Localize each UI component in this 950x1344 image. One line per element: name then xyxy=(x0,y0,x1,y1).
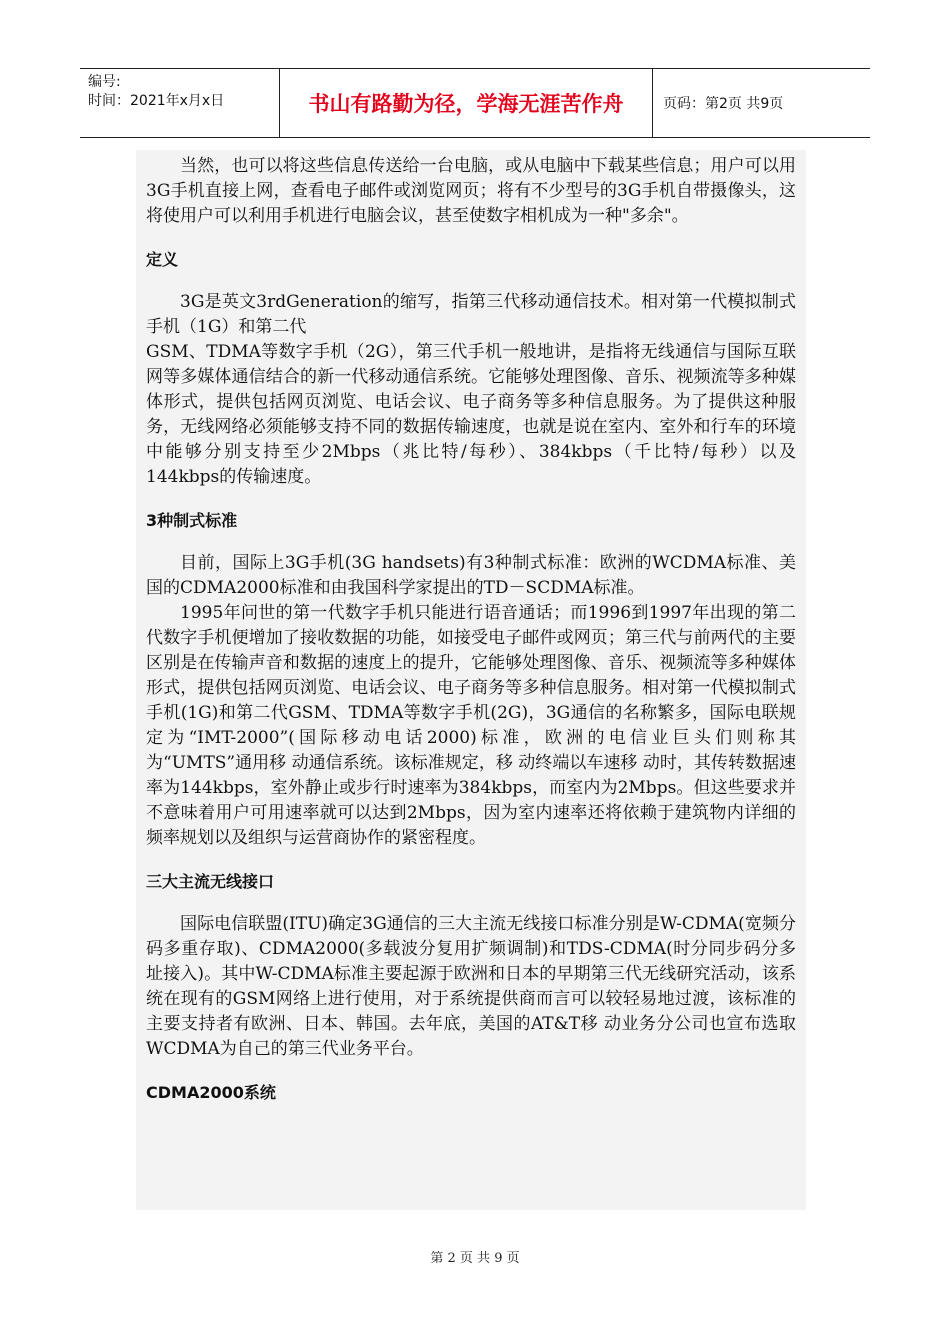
definition-heading: 定义 xyxy=(146,250,179,269)
page-footer: 第 2 页 共 9 页 xyxy=(430,1251,520,1266)
definition-line: 3G是英文3rdGeneration的缩写，指第三代移动通信技术。相对第一代模拟制式手机（1G）和第二代 xyxy=(146,292,796,337)
page-header xyxy=(80,68,870,138)
standards-heading: 3种制式标准 xyxy=(146,511,238,530)
document-body xyxy=(136,150,806,1210)
header-page-label: 页码：第2页 共9页 xyxy=(663,96,784,112)
header-motto: 书山有路勤为径，学海无涯苦作舟 xyxy=(280,69,653,137)
document-number-label: 编号: xyxy=(88,74,121,90)
definition-paragraph: GSM、TDMA等数字手机（2G），第三代手机一般地讲，是指将无线通信与国际互联网等多媒体通信结合的新一代移动通信系统。它能够处理图像、音乐、视频流等多种媒体形式，提供包括网页浏览、电话会议、电子商务等多种信息服务。为了提供这种服务，无线网络必须能够支持不同的数据传输速度，也就是说在室内、室外和行车的环境中能够分别支持至少2Mbps（兆比特/每秒）、384kbps（千比特/每秒）以及144kbps的传输速度。 xyxy=(146,342,796,487)
header-meta xyxy=(80,69,280,137)
document-time-label: 时间：2021年x月x日 xyxy=(88,93,225,109)
standards-paragraph-2: 1995年问世的第一代数字手机只能进行语音通话；而1996到1997年出现的第二代数字手机便增加了接收数据的功能，如接受电子邮件或网页；第三代与前两代的主要区别是在传输声音和数据的速度上的提升，它能够处理图像、音乐、视频流等多种媒体形式，提供包括网页浏览、电话会议、电子商务等多种信息服务。相对第一代模拟制式手机(1G)和第二代GSM、TDMA等数字手机(2G)，3G通信的名称繁多，国际电联规定为“IMT-2000”(国际移动电话2000)标准，欧洲的电信业巨头们则称其为“UMTS”通用移 动通信系统。该标准规定，移 动终端以车速移 动时，其传转数据速率为144kbps，室外静止或步行时速率为384kbps，而室内为2Mbps。但这些要求并不意味着用户可用速率就可以达到2Mbps，因为室内速率还将依赖于建筑物内详细的频率规划以及组织与运营商协作的紧密程度。 xyxy=(146,603,796,848)
interfaces-paragraph: 国际电信联盟(ITU)确定3G通信的三大主流无线接口标准分别是W-CDMA(宽频分码多重存取)、CDMA2000(多载波分复用扩频调制)和TDS-CDMA(时分同步码分多址接入)。其中W-CDMA标准主要起源于欧洲和日本的早期第三代无线研究活动，该系统在现有的GSM网络上进行使用，对于系统提供商而言可以较轻易地过渡，该标准的主要支持者有欧洲、日本、韩国。去年底，美国的AT&T移 动业务分公司也宣布选取WCDMA为自己的第三代业务平台。 xyxy=(146,914,796,1059)
standards-paragraph-1: 目前，国际上3G手机(3G handsets)有3种制式标准：欧洲的WCDMA标准、美国的CDMA2000标准和由我国科学家提出的TD－SCDMA标准。 xyxy=(146,553,796,598)
cdma2000-heading: CDMA2000系统 xyxy=(146,1083,276,1102)
interfaces-heading: 三大主流无线接口 xyxy=(146,872,275,891)
intro-paragraph: 当然，也可以将这些信息传送给一台电脑，或从电脑中下载某些信息；用户可以用3G手机直接上网，查看电子邮件或浏览网页；将有不少型号的3G手机自带摄像头，这将使用户可以利用手机进行电脑会议，甚至使数字相机成为一种"多余"。 xyxy=(146,156,796,226)
